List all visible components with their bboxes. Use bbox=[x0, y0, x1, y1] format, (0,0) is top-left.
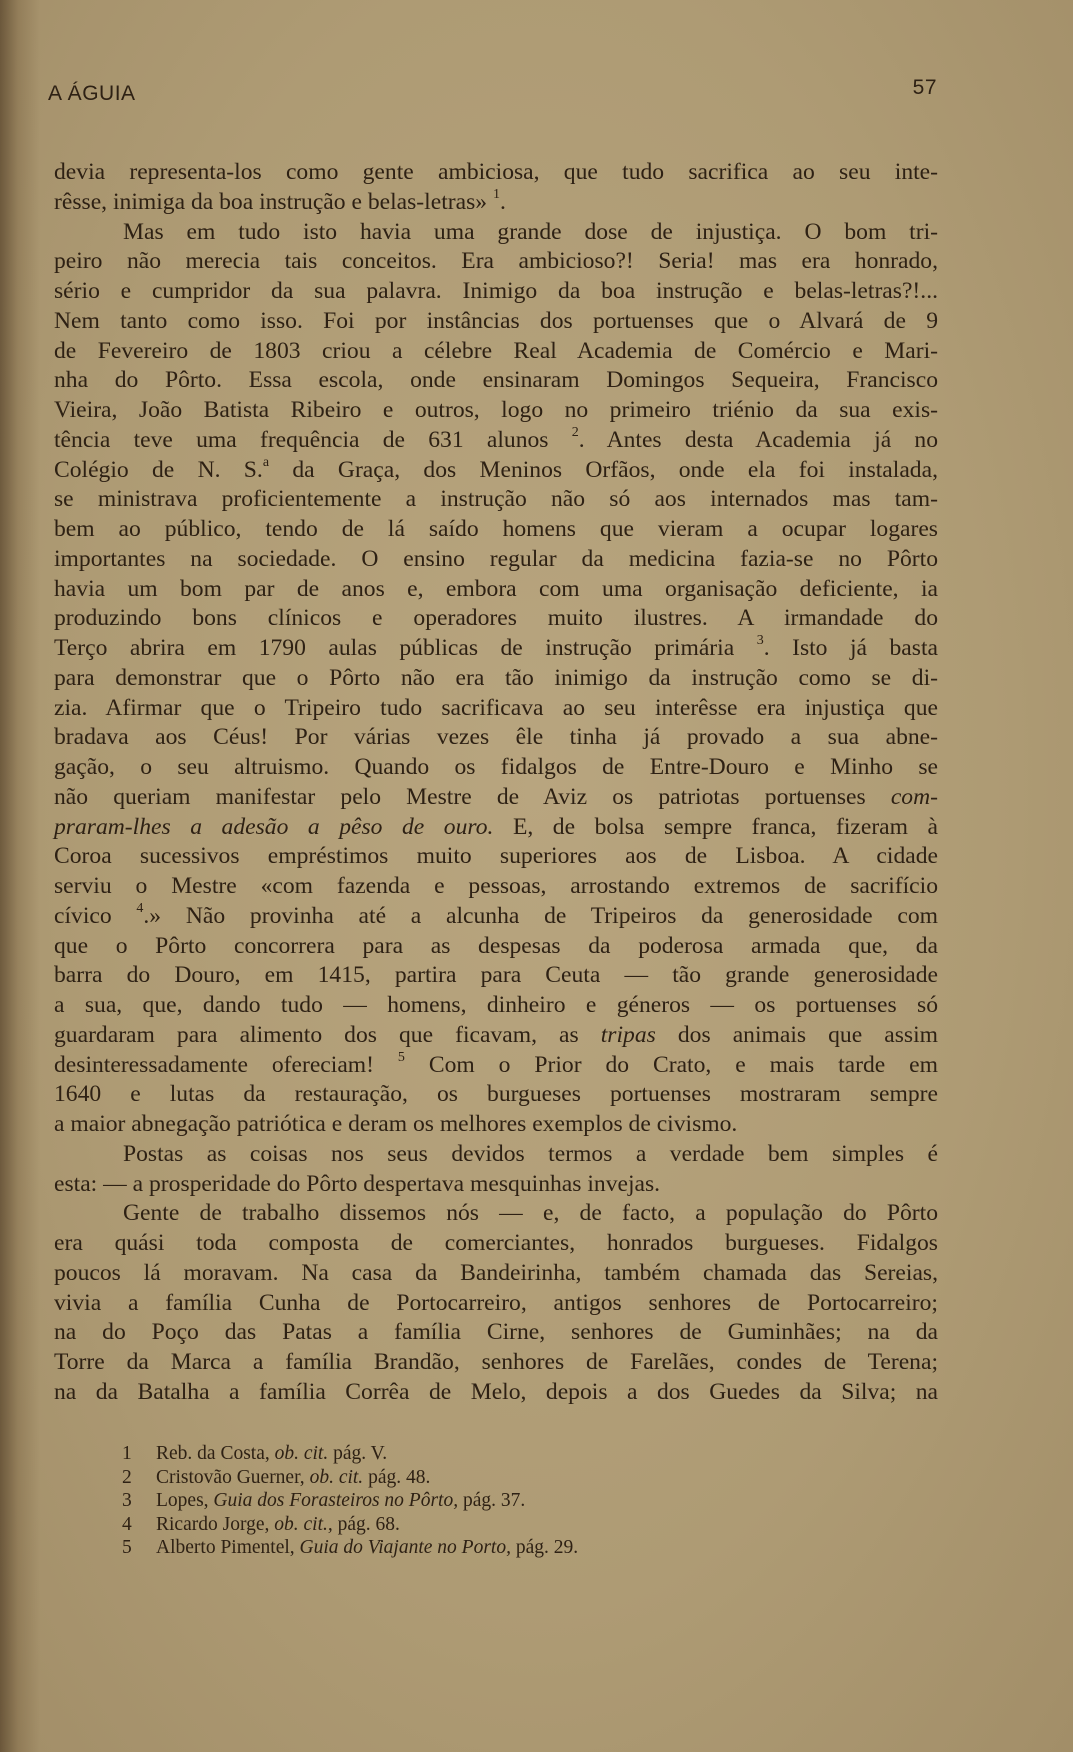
text-line: Vieira, João Batista Ribeiro e outros, logo no primeiro triénio da sua exis- bbox=[54, 397, 938, 423]
text-line: bem ao público, tendo de lá saído homens que vieram a ocupar logares bbox=[54, 516, 938, 542]
footnote: 1 Reb. da Costa, ob. cit. pág. V. bbox=[122, 1443, 388, 1464]
text-line: cívico $^4$.» Não provinha até a alcunha de Tripeiros da generosidade com bbox=[54, 900, 938, 929]
footnote-number: 3 bbox=[122, 1490, 132, 1511]
text-line: tência teve uma frequência de 631 alunos $^2$. Antes desta Academia já no bbox=[54, 424, 939, 453]
text-line: nha do Pôrto. Essa escola, onde ensinaram Domingos Sequeira, Francisco bbox=[54, 367, 938, 394]
text-line: Colégio de N. S.$^a$ da Graça, dos Meninos Orfãos, onde ela foi instalada, bbox=[54, 454, 938, 483]
text-line: Postas as coisas nos seus devidos termos a verdade bem simples é bbox=[123, 1140, 938, 1167]
text-line: 1640 e lutas da restauração, os burgueses portuenses mostraram sempre bbox=[54, 1081, 938, 1108]
text-line: que o Pôrto concorrera para as despesas da poderosa armada que, da bbox=[54, 932, 938, 959]
text-line: vivia a família Cunha de Portocarreiro, antigos senhores de Portocarreiro; bbox=[54, 1289, 938, 1316]
footnote: 3 Lopes, Guia dos Forasteiros no Pôrto, pág. 37. bbox=[122, 1490, 526, 1511]
journal-title: A ÁGUIA bbox=[48, 82, 136, 105]
footnote-number: 1 bbox=[122, 1443, 132, 1464]
running-header bbox=[48, 76, 937, 114]
footnote-ref: 3 bbox=[756, 633, 764, 649]
page-number: 57 bbox=[912, 76, 937, 99]
footnote-number: 2 bbox=[122, 1466, 132, 1488]
text-line: havia um bom par de anos e, embora com uma organisação deficiente, ia bbox=[54, 575, 938, 602]
text-line: devia representa-los como gente ambiciosa, que tudo sacrifica ao seu inte- bbox=[54, 159, 938, 185]
text-line: de Fevereiro de 1803 criou a célebre Real Academia de Comércio e Mari- bbox=[54, 337, 938, 364]
text-line: Nem tanto como isso. Foi por instâncias dos portuenses que o Alvará de 9 bbox=[54, 307, 938, 334]
text-line: para demonstrar que o Pôrto não era tão inimigo da instrução como se di- bbox=[54, 664, 938, 691]
text-line: rêsse, inimiga da boa instrução e belas-letras» $^1$. bbox=[54, 186, 506, 215]
text-line: a sua, que, dando tudo — homens, dinheiro e géneros — os portuenses só bbox=[54, 992, 938, 1018]
footnote: 2 Cristovão Guerner, ob. cit. pág. 48. bbox=[122, 1466, 431, 1488]
footnote-number: 4 bbox=[122, 1513, 132, 1535]
text-line: zia. Afirmar que o Tripeiro tudo sacrificava ao seu interêsse era injustiça que bbox=[54, 694, 938, 721]
footnote-ref: 2 bbox=[571, 424, 579, 440]
text-line: importantes na sociedade. O ensino regular da medicina fazia-se no Pôrto bbox=[54, 545, 938, 572]
footnote-ref: 5 bbox=[397, 1049, 405, 1065]
body-text bbox=[54, 158, 938, 1408]
footnote: 5 Alberto Pimentel, Guia do Viajante no Porto, pág. 29. bbox=[122, 1537, 579, 1558]
text-line: barra do Douro, em 1415, partira para Ceuta — tão grande generosidade bbox=[54, 962, 938, 989]
text-line: serviu o Mestre «com fazenda e pessoas, arrostando extremos de sacrifício bbox=[54, 873, 938, 899]
text-line: peiro não merecia tais conceitos. Era ambicioso?! Seria! mas era honrado, bbox=[54, 248, 938, 275]
text-line: se ministrava proficientemente a instrução não só aos internados mas tam- bbox=[54, 486, 938, 513]
footnote-number: 5 bbox=[122, 1537, 132, 1558]
text-line: guardaram para alimento dos que ficavam, as tripas dos animais que assim bbox=[54, 1021, 938, 1048]
footnote: 4 Ricardo Jorge, ob. cit., pág. 68. bbox=[122, 1513, 400, 1535]
text-line: gação, o seu altruismo. Quando os fidalgos de Entre-Douro e Minho se bbox=[54, 754, 938, 780]
text-line: bradava aos Céus! Por várias vezes êle tinha já provado a sua abne- bbox=[54, 724, 938, 751]
text-line: sério e cumpridor da sua palavra. Inimigo da boa instrução e belas-letras?!... bbox=[54, 278, 938, 304]
text-line: produzindo bons clínicos e operadores muito ilustres. A irmandade do bbox=[54, 605, 938, 632]
text-line: Mas em tudo isto havia uma grande dose de injustiça. O bom tri- bbox=[123, 218, 938, 245]
text-line: Torre da Marca a família Brandão, senhores de Farelães, condes de Terena; bbox=[54, 1349, 938, 1375]
text-line: Coroa sucessivos empréstimos muito superiores aos de Lisboa. A cidade bbox=[54, 843, 938, 870]
text-line: esta: — a prosperidade do Pôrto despertava mesquinhas invejas. bbox=[54, 1170, 661, 1197]
text-line: praram-lhes a adesão a pêso de ouro. E, de bolsa sempre franca, fizeram à bbox=[54, 813, 939, 840]
text-line: na da Batalha a família Corrêa de Melo, depois a dos Guedes da Silva; na bbox=[54, 1378, 938, 1405]
text-line: era quási toda composta de comerciantes, honrados burgueses. Fidalgos bbox=[54, 1230, 938, 1256]
text-line: poucos lá moravam. Na casa da Bandeirinha, também chamada das Sereias, bbox=[54, 1259, 938, 1286]
text-line: não queriam manifestar pelo Mestre de Aviz os patriotas portuenses com- bbox=[54, 783, 938, 810]
footnote-ref: 1 bbox=[492, 186, 500, 202]
footnotes bbox=[122, 1442, 822, 1560]
text-line: desinteressadamente ofereciam! $^5$ Com o Prior do Crato, e mais tarde em bbox=[54, 1049, 938, 1078]
text-line: a maior abnegação patriótica e deram os melhores exemplos de civismo. bbox=[54, 1111, 738, 1137]
text-line: Terço abrira em 1790 aulas públicas de instrução primária $^3$. Isto já basta bbox=[54, 633, 938, 661]
footnote-ref: 4 bbox=[136, 900, 144, 916]
text-line: Gente de trabalho dissemos nós — e, de facto, a população do Pôrto bbox=[123, 1200, 938, 1227]
text-line: na do Poço das Patas a família Cirne, senhores de Guminhães; na da bbox=[54, 1319, 938, 1346]
